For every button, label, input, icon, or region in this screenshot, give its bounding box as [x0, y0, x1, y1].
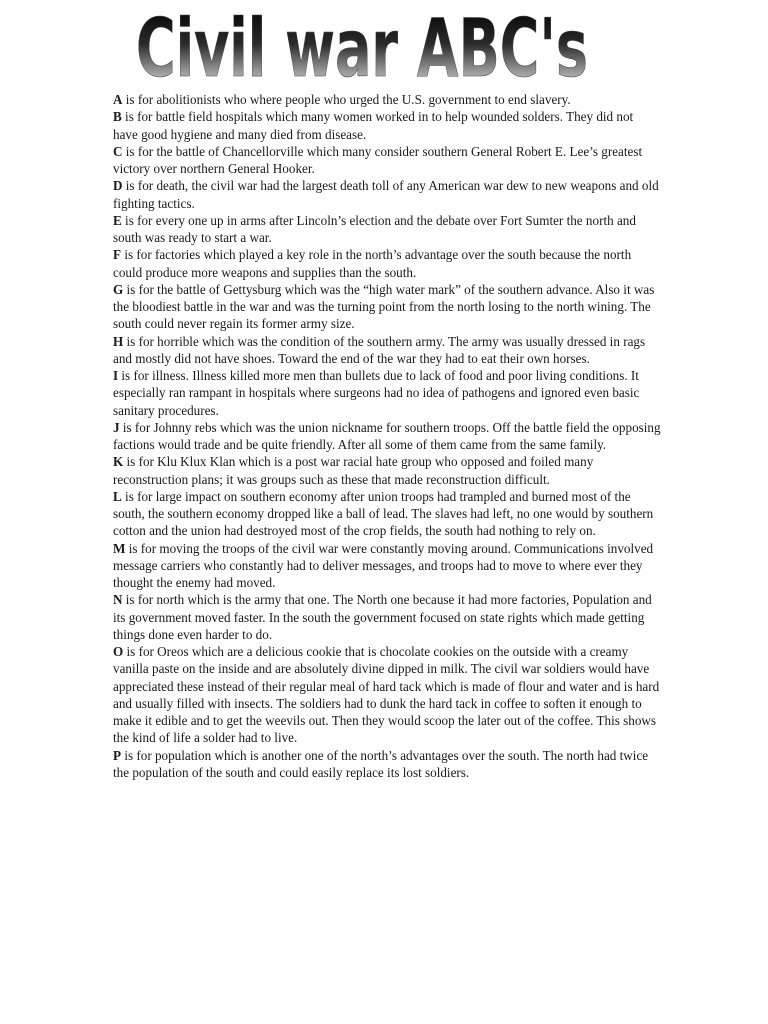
entry-letter: L: [113, 488, 122, 504]
entry-k: [113, 453, 661, 488]
entry-c: [113, 143, 661, 178]
entry-o: [113, 643, 661, 747]
entry-letter: O: [113, 644, 124, 659]
entry-letter: K: [113, 454, 124, 470]
entry-g: [113, 281, 661, 333]
entry-text: is for the battle of Chancellorville which many consider southern General Robert E. Lee’s greatest victory over northern General Hooker.: [113, 143, 643, 176]
entry-text: is for the battle of Gettysburg which was the “high water mark” of the southern advance. Also it was the bloodiest battle in the war and was the turning point from the north losing to the north wining. The south could never regain its former army size.: [113, 281, 655, 332]
entry-letter: B: [113, 109, 122, 125]
entry-text: is for battle field hospitals which many women worked in to help wounded solders. They did not have good hygiene and many died from disease.: [113, 109, 634, 142]
title-wordart: [0, 6, 768, 88]
entry-h: [113, 333, 661, 368]
entry-text: is for Oreos which are a delicious cookie that is chocolate cookies on the outside with a creamy vanilla paste on the inside and are absolutely divine dipped in milk. The civil war soldiers would have appreciated these instead of their regular meal of hard tack which is made of flour and water and is hard and usually filled with insects. The soldiers had to dunk the hard tack in coffee to soften it enough to make it edible and to get the weevils out. Then they would scoop the later out of the coffee. This shows the kind of life a solder had to live.: [113, 644, 660, 746]
entry-text: is for north which is the army that one. The North one because it had more factories, Population and its government moved faster. In the south the government focused on state rights which made getting things done even harder to do.: [113, 592, 652, 642]
entry-text: is for Klu Klux Klan which is a post war racial hate group who opposed and foiled many reconstruction plans; it was groups such as these that made reconstruction difficult.: [113, 454, 594, 487]
entry-j: [113, 419, 661, 454]
entry-text: is for death, the civil war had the largest death toll of any American war dew to new weapons and old fighting tactics.: [113, 178, 659, 211]
entry-n: [113, 591, 661, 643]
entry-b: [113, 108, 661, 143]
entry-letter: F: [113, 247, 122, 263]
entry-text: is for illness. Illness killed more men than bullets due to lack of food and poor living conditions. It especially ran rampant in hospitals where surgeons had no idea of pathogens and ignored even basic sanitary procedures.: [113, 368, 640, 418]
entry-letter: J: [113, 419, 120, 435]
entry-letter: N: [113, 592, 123, 608]
title-banner: [0, 6, 768, 88]
entry-text: is for horrible which was the condition of the southern army. The army was usually dressed in rags and mostly did not have shoes. Toward the end of the war they had to eat their own horses.: [113, 333, 646, 366]
entry-letter: I: [113, 368, 119, 383]
entry-l: [113, 488, 661, 540]
entry-text: is for every one up in arms after Lincoln’s election and the debate over Fort Sumter the north and south was ready to start a war.: [113, 212, 636, 245]
entry-i: [113, 367, 661, 419]
entry-text: is for Johnny rebs which was the union nickname for southern troops. Off the battle field the opposing factions would trade and be quite friendly. After all some of them came from the same family.: [113, 419, 661, 452]
entry-a: [113, 91, 661, 108]
entry-letter: A: [113, 92, 123, 107]
entry-letter: C: [113, 143, 123, 159]
abc-entries-list: [113, 91, 661, 781]
entry-letter: D: [113, 178, 123, 194]
entry-text: is for population which is another one of the north’s advantages over the south. The north had twice the population of the south and could easily replace its lost soldiers.: [113, 747, 649, 780]
entry-text: is for large impact on southern economy after union troops had trampled and burned most of the south, the southern economy dropped like a ball of lead. The slaves had left, no one would by southern cotton and the union had destroyed most of the crop fields, the south had nothing to rely on.: [113, 488, 654, 539]
entry-p: [113, 747, 661, 782]
entry-e: [113, 212, 661, 247]
entry-letter: H: [113, 333, 124, 349]
entry-letter: M: [113, 540, 126, 556]
entry-d: [113, 177, 661, 212]
entry-letter: G: [113, 281, 124, 297]
entry-letter: E: [113, 212, 122, 228]
entry-text: is for moving the troops of the civil war were constantly moving around. Communications involved message carriers who constantly had to deliver messages, and troops had to move to where ever they thought the enemy had moved.: [113, 540, 654, 590]
page-title: Civil war ABC's: [136, 6, 588, 88]
entry-text: is for abolitionists who where people who urged the U.S. government to end slavery.: [122, 92, 571, 107]
entry-f: [113, 246, 661, 281]
entry-letter: P: [113, 747, 122, 763]
entry-m: [113, 540, 661, 592]
entry-text: is for factories which played a key role in the north’s advantage over the south because the north could produce more weapons and supplies than the south.: [113, 247, 632, 280]
